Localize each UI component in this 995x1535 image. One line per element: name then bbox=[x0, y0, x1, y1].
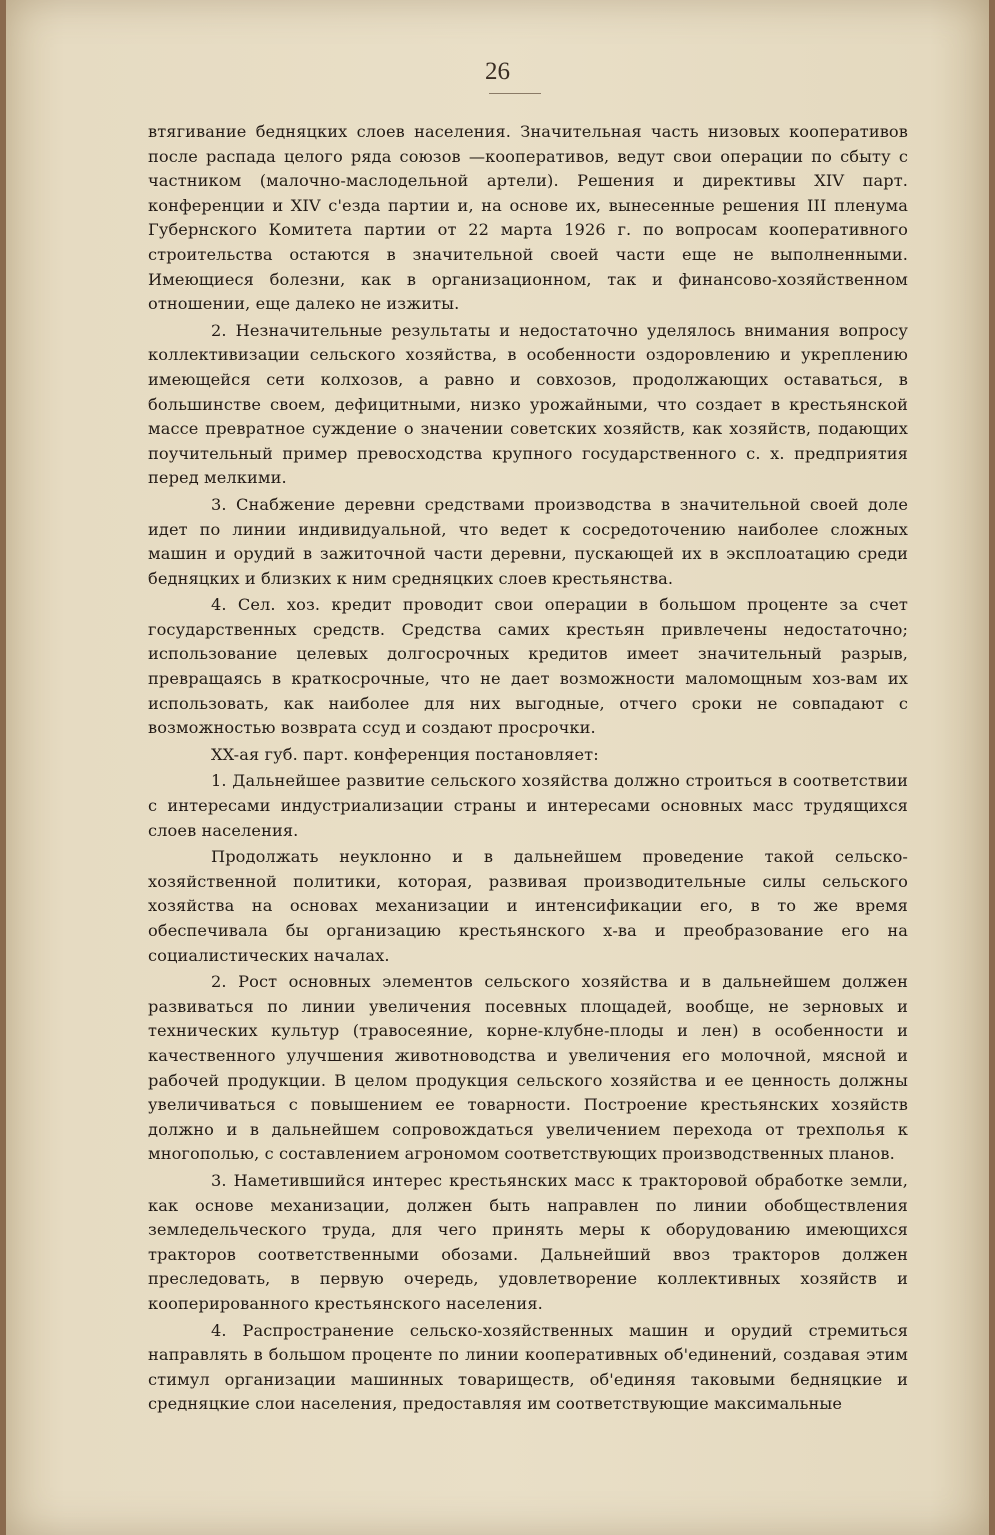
resolution-point-4: 4. Распространение сельско-хозяйственных машин и орудий стремиться направлять в большом проценте по линии кооперативных об'единений, создавая этим стимул организации машинных товариществ, об'единяя таковыми бедняцкие и средняцкие слои населения, предоставляя им соответствующие максимальные bbox=[148, 1320, 908, 1414]
document-body bbox=[148, 120, 908, 1417]
paragraph-point-4: 4. Сел. хоз. кредит проводит свои операции в большом проценте за счет государственных средств. Средства самих крестьян привлечены недостаточно; использование целевых долгосрочных кредитов имеет значительный разрыв, превращаясь в краткосрочные, что не дает возможности маломощным хоз-вам их использовать, как наиболее для них выгодные, отчего сроки не совпадают с возможностью возврата ссуд и создают просрочки. bbox=[148, 595, 908, 738]
paragraph-point-2: 2. Незначительные результаты и недостаточно уделялось внимания вопросу коллективизации сельского хозяйства, в особенности оздоровлению и укреплению имеющейся сети колхозов, а равно и совхозов, продолжающих оставаться, в большинстве своем, дефицитными, низко урожайными, что создает в крестьянской массе превратное суждение о значении советских хозяйств, как хозяйств, подающих поучительный пример превосходства крупного государственного с. х. предприятия перед мелкими. bbox=[148, 320, 908, 488]
page-number: 26 bbox=[485, 58, 510, 85]
resolution-point-3: 3. Наметившийся интерес крестьянских масс к тракторовой обработке земли, как основе механизации, должен быть направлен по линии обобществления земледельческого труда, для чего принять меры к оборудованию имеющихся тракторов соответственными обозами. Дальнейший ввоз тракторов должен преследовать, в первую очередь, удовлетворение коллективных хозяйств и кооперированного крестьянского населения. bbox=[148, 1170, 908, 1313]
resolution-point-1-continued: Продолжать неуклонно и в дальнейшем проведение такой сельско-хозяйственной политики, которая, развивая производительные силы сельского хозяйства на основах механизации и интенсификации его, в то же время обеспечивала бы организацию крестьянского х-ва и преобразование его на социалистических началах. bbox=[148, 847, 908, 965]
resolution-point-1: 1. Дальнейшее развитие сельского хозяйства должно строиться в соответствии с интересами индустриализации страны и интересами основных масс трудящихся слоев населения. bbox=[148, 771, 908, 840]
resolution-point-2: 2. Рост основных элементов сельского хозяйства и в дальнейшем должен развиваться по линии увеличения посевных площадей, вообще, не зерновых и технических культур (травосеяние, корне-клубне-плоды и лен) в особенности и качественного улучшения животноводства и увеличения его молочной, мясной и рабочей продукции. В целом продукция сельского хозяйства и ее ценность должны увеличиваться с повышением ее товарности. Построение крестьянских хозяйств должно и в дальнейшем сопровождаться увеличением перехода от трехполья к многополью, с составлением агрономом соответствующих производственных планов. bbox=[148, 972, 908, 1164]
document-page bbox=[6, 0, 989, 1535]
resolution-heading: XX-ая губ. парт. конференция постановляет: bbox=[211, 744, 599, 764]
paragraph-point-3: 3. Снабжение деревни средствами производства в значительной своей доле идет по линии индивидуальной, что ведет к сосредоточению наиболее сложных машин и орудий в зажиточной части деревни, пускающей их в эксплоатацию среди бедняцких и близких к ним средняцких слоев крестьянства. bbox=[148, 494, 908, 588]
page-number-rule bbox=[489, 93, 541, 94]
paragraph-continued: втягивание бедняцких слоев населения. Значительная часть низовых кооперативов после распада целого ряда союзов —кооперативов, ведут свои операции по сбыту с частником (малочно-маслодельной артели). Решения и директивы XIV парт. конференции и XIV с'езда партии и, на основе их, вынесенные решения III пленума Губернского Комитета партии от 22 марта 1926 г. по вопросам кооперативного строительства остаются в значительной своей части еще не выполненными. Имеющиеся болезни, как в организационном, так и финансово-хозяйственном отношении, еще далеко не изжиты. bbox=[148, 122, 908, 314]
